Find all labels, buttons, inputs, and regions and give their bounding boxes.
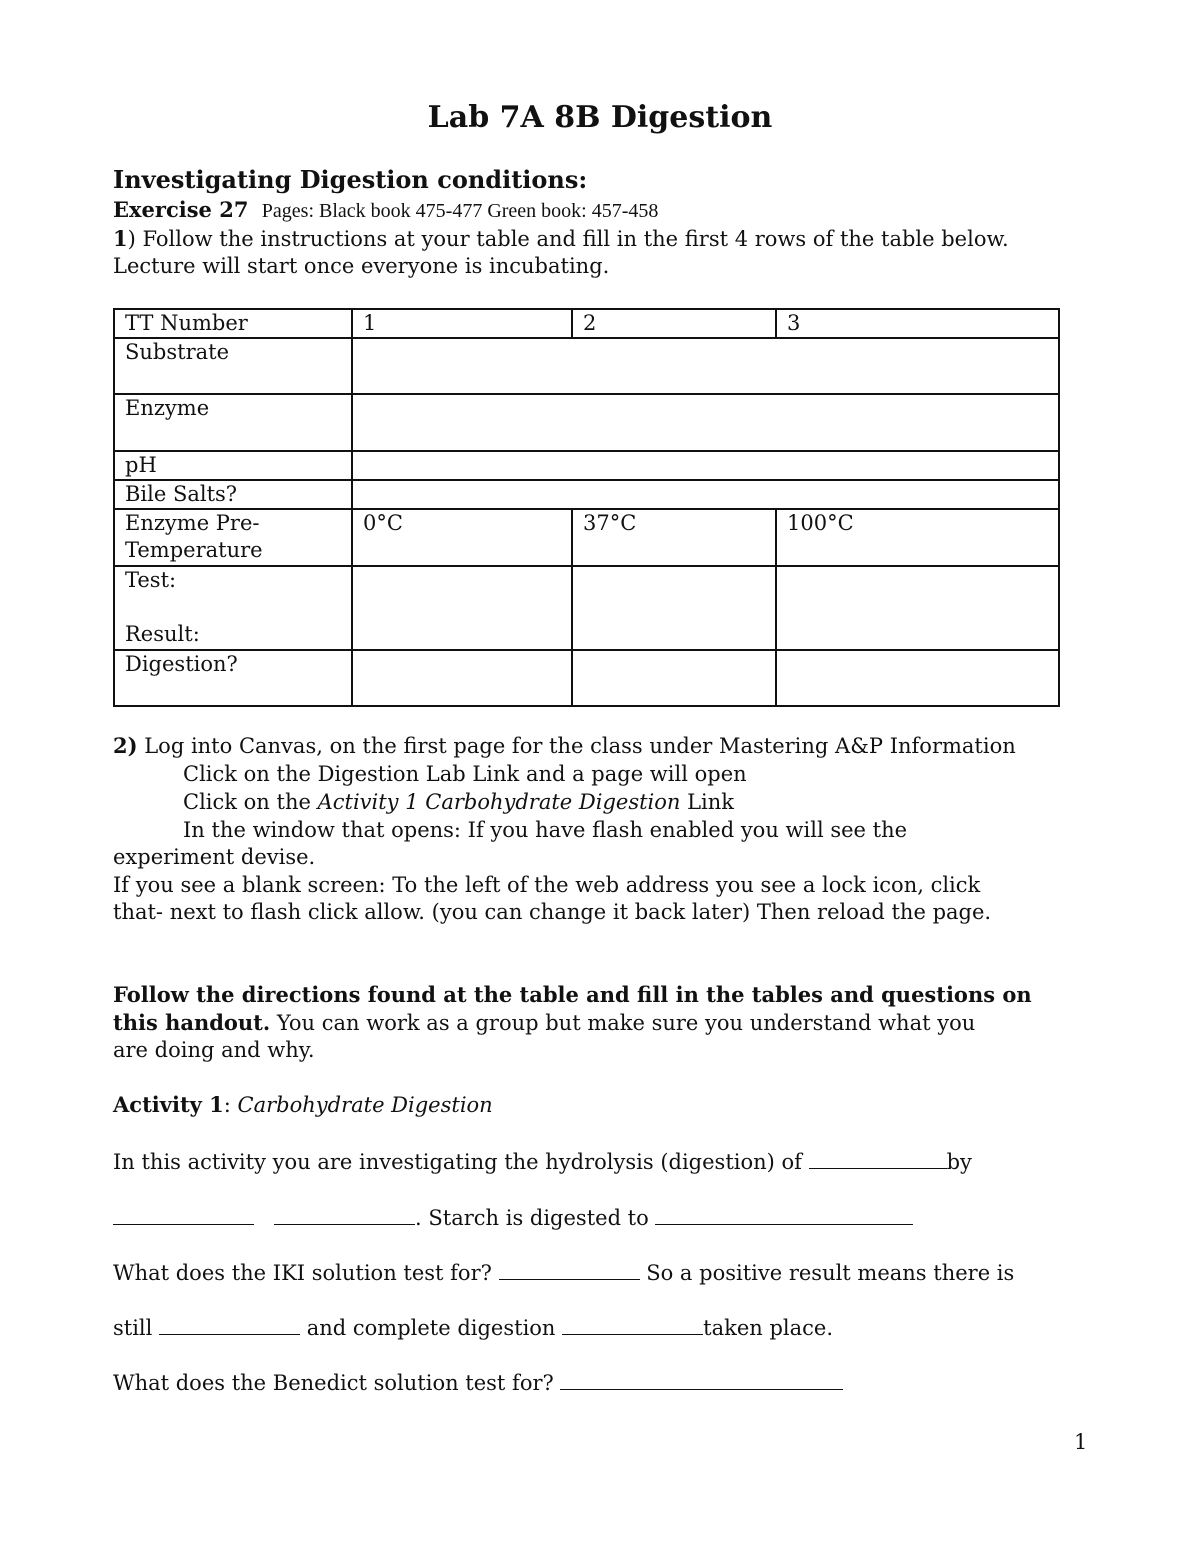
step2-line3-pre: Click on the bbox=[183, 790, 318, 814]
table-row bbox=[114, 566, 1059, 650]
test-entry-cell[interactable] bbox=[352, 566, 572, 650]
table-row bbox=[114, 309, 1059, 338]
question-3 bbox=[113, 1257, 1014, 1287]
directions-line1: Follow the directions found at the table and fill in the tables and questions on bbox=[113, 982, 1032, 1007]
activity-colon: : bbox=[223, 1093, 238, 1117]
temperature-label-line1: Enzyme Pre- bbox=[125, 511, 260, 535]
step2-line2: Click on the Digestion Lab Link and a page will open bbox=[183, 762, 747, 786]
answer-blank[interactable] bbox=[113, 1202, 254, 1225]
step1-text: ) Follow the instructions at your table and fill in the first 4 rows of the table below. bbox=[127, 227, 1009, 251]
step2-line1 bbox=[113, 732, 1016, 760]
question-4-middle: and complete digestion bbox=[300, 1316, 563, 1340]
enzyme-entry-cell[interactable] bbox=[352, 394, 1059, 451]
question-4-text: still bbox=[113, 1316, 160, 1340]
step2-line5: experiment devise. bbox=[113, 845, 316, 869]
result-label: Result: bbox=[125, 622, 200, 646]
test-label: Test: bbox=[125, 568, 177, 592]
directions-line2 bbox=[113, 1009, 975, 1037]
row-label-enzyme: Enzyme bbox=[114, 394, 352, 451]
row-label-substrate: Substrate bbox=[114, 338, 352, 394]
step2-line7: that- next to flash click allow. (you can change it back later) Then reload the page. bbox=[113, 900, 992, 924]
digestion-entry-cell[interactable] bbox=[776, 650, 1059, 706]
directions-bold: this handout. bbox=[113, 1010, 271, 1035]
activity-link-name: Activity 1 Carbohydrate Digestion bbox=[317, 790, 681, 814]
exercise-pages: Pages: Black book 475-477 Green book: 457-458 bbox=[261, 200, 659, 222]
row-label-test-result bbox=[114, 566, 352, 650]
exercise-line bbox=[113, 196, 658, 225]
digestion-entry-cell[interactable] bbox=[572, 650, 776, 706]
question-3-text: What does the IKI solution test for? bbox=[113, 1261, 499, 1285]
row-label-bile-salts: Bile Salts? bbox=[114, 480, 352, 509]
page-number: 1 bbox=[1074, 1430, 1088, 1454]
table-row bbox=[114, 509, 1059, 566]
temperature-cell: 0°C bbox=[352, 509, 572, 566]
question-2 bbox=[113, 1202, 913, 1232]
activity-heading bbox=[113, 1091, 493, 1119]
ph-entry-cell[interactable] bbox=[352, 451, 1059, 480]
temperature-cell: 37°C bbox=[572, 509, 776, 566]
bile-salts-entry-cell[interactable] bbox=[352, 480, 1059, 509]
step2-line6: If you see a blank screen: To the left of the web address you see a lock icon, click bbox=[113, 873, 981, 897]
table-header-cell: 2 bbox=[572, 309, 776, 338]
exercise-label: Exercise 27 bbox=[113, 197, 249, 222]
step2-number: 2) bbox=[113, 733, 138, 758]
test-entry-cell[interactable] bbox=[572, 566, 776, 650]
test-entry-cell[interactable] bbox=[776, 566, 1059, 650]
temperature-cell: 100°C bbox=[776, 509, 1059, 566]
table-header-cell: 1 bbox=[352, 309, 572, 338]
row-label-ph: pH bbox=[114, 451, 352, 480]
step2-line3-post: Link bbox=[680, 790, 735, 814]
substrate-entry-cell[interactable] bbox=[352, 338, 1059, 394]
answer-blank[interactable] bbox=[499, 1257, 640, 1280]
activity-label: Activity 1 bbox=[113, 1092, 224, 1117]
document-title: Lab 7A 8B Digestion bbox=[427, 100, 773, 135]
activity-name: Carbohydrate Digestion bbox=[237, 1093, 493, 1117]
answer-blank[interactable] bbox=[655, 1202, 913, 1225]
section-heading: Investigating Digestion conditions: bbox=[113, 165, 588, 194]
step2-line3 bbox=[183, 788, 734, 816]
row-label-digestion: Digestion? bbox=[114, 650, 352, 706]
table-row bbox=[114, 451, 1059, 480]
table-row bbox=[114, 394, 1059, 451]
table-row bbox=[114, 480, 1059, 509]
question-5-text: What does the Benedict solution test for? bbox=[113, 1371, 561, 1395]
table-header-cell: 3 bbox=[776, 309, 1059, 338]
question-4 bbox=[113, 1312, 833, 1342]
step2-line4: In the window that opens: If you have flash enabled you will see the bbox=[183, 818, 908, 842]
answer-blank[interactable] bbox=[809, 1146, 947, 1169]
step2-text: Log into Canvas, on the first page for the class under Mastering A&P Information bbox=[137, 734, 1016, 758]
answer-blank[interactable] bbox=[274, 1202, 415, 1225]
answer-blank[interactable] bbox=[562, 1312, 703, 1335]
answer-blank[interactable] bbox=[159, 1312, 300, 1335]
experiment-table bbox=[113, 308, 1060, 707]
table-row bbox=[114, 650, 1059, 706]
step1-text2: Lecture will start once everyone is incubating. bbox=[113, 254, 610, 278]
directions-normal: You can work as a group but make sure you understand what you bbox=[270, 1011, 976, 1035]
temperature-label-line2: Temperature bbox=[125, 538, 263, 562]
step1-line bbox=[113, 225, 1009, 253]
digestion-entry-cell[interactable] bbox=[352, 650, 572, 706]
question-2-text: . Starch is digested to bbox=[415, 1206, 656, 1230]
question-1-suffix: by bbox=[946, 1150, 972, 1174]
answer-blank[interactable] bbox=[560, 1367, 843, 1390]
question-4-suffix: taken place. bbox=[703, 1316, 833, 1340]
directions-line3: are doing and why. bbox=[113, 1038, 315, 1062]
table-row bbox=[114, 338, 1059, 394]
question-5 bbox=[113, 1367, 843, 1397]
table-header-cell: TT Number bbox=[114, 309, 352, 338]
question-1-text: In this activity you are investigating the hydrolysis (digestion) of bbox=[113, 1150, 809, 1174]
question-1 bbox=[113, 1146, 972, 1176]
step1-number: 1 bbox=[113, 226, 128, 251]
question-3-suffix: So a positive result means there is bbox=[639, 1261, 1015, 1285]
row-label-temperature bbox=[114, 509, 352, 566]
